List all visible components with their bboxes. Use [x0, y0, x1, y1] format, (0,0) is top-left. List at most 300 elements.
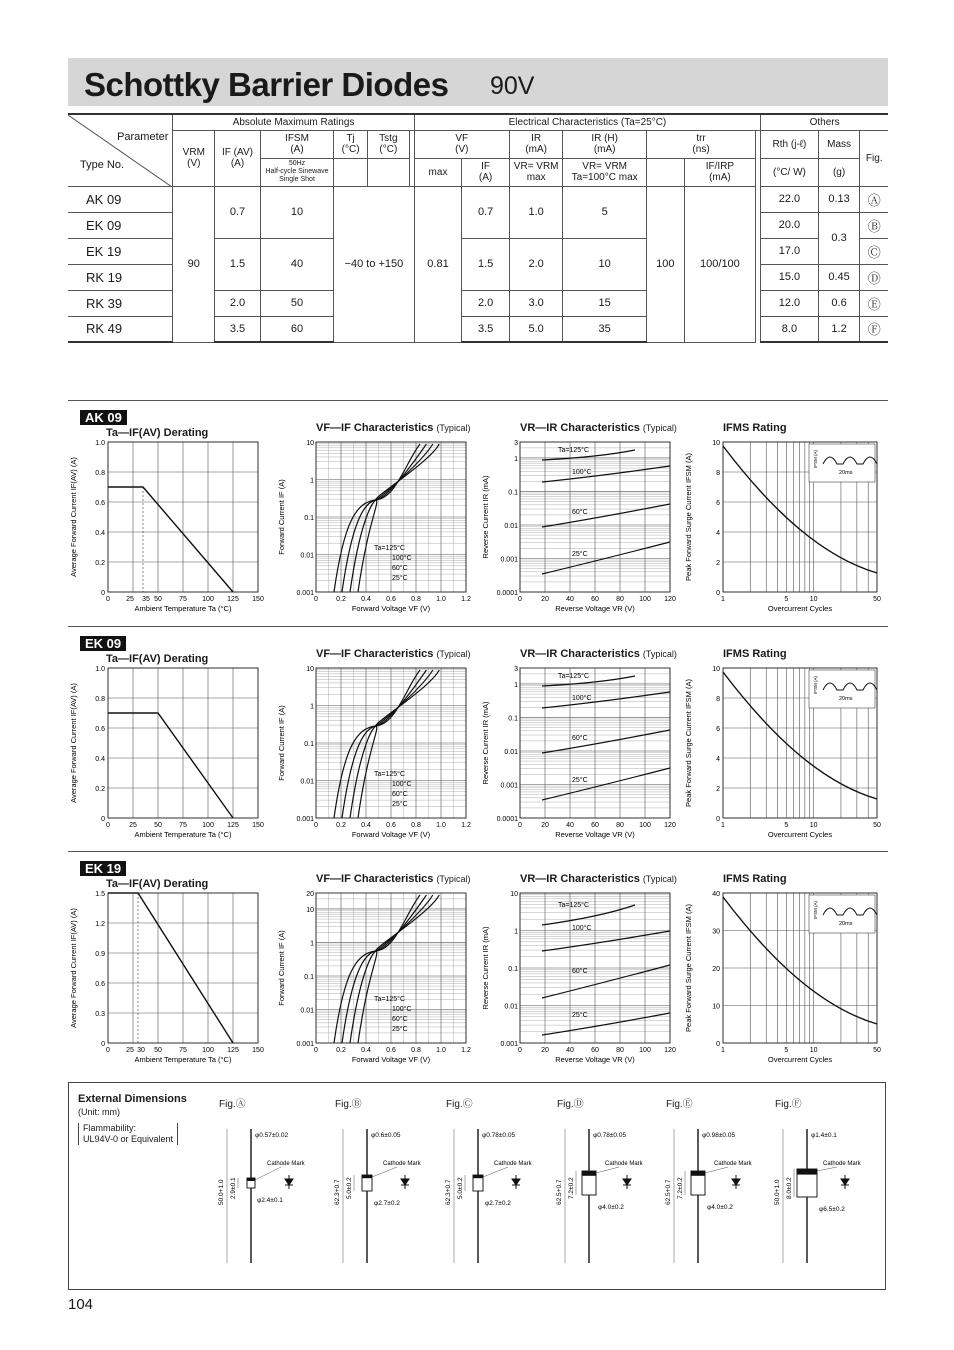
plot-area: [684, 440, 881, 613]
y-tick-label: 0: [101, 590, 105, 597]
page-subtitle-voltage: 90V: [490, 72, 535, 100]
curve-label: 25°C: [572, 777, 588, 784]
plot-area: [684, 891, 881, 1064]
x-tick-label: 40: [566, 596, 574, 603]
vrm-value: 90: [173, 186, 215, 342]
lead-diameter-label: φ0.57±0.02: [255, 1132, 289, 1139]
device-tag: EK 09: [80, 636, 126, 651]
mass-unit: (g): [818, 158, 860, 186]
diode-symbol-icon: [285, 1175, 293, 1189]
tstg-unit: (°C): [379, 144, 398, 155]
body-length-label: 5.0±0.2: [457, 1177, 464, 1199]
chart-vf: [272, 401, 478, 621]
plot-area: [277, 440, 471, 613]
x-tick-label: 120: [664, 596, 676, 603]
y-tick-label: 0.1: [508, 489, 518, 497]
y-tick-label: 30: [712, 928, 720, 936]
x-tick-label: 0: [314, 596, 318, 603]
x-tick-label: 40: [566, 822, 574, 829]
chart-title-text: IFMS Rating: [723, 422, 787, 434]
page-title: Schottky Barrier Diodes: [84, 66, 449, 103]
diode-drawing: [769, 1113, 879, 1283]
spec-table: [68, 113, 888, 343]
y-tick-label: 1: [310, 940, 314, 948]
x-tick-label: 100: [202, 822, 214, 829]
ifsm-note3: Single Shot: [279, 176, 315, 183]
x-tick-label: 0.6: [386, 822, 396, 829]
x-tick-label: 10: [809, 596, 818, 603]
x-tick-label: 10: [809, 822, 818, 829]
inset-axis-label: IFSM (A): [813, 901, 818, 919]
x-axis-label: Forward Voltage VF (V): [351, 1055, 431, 1064]
cathode-band: [691, 1171, 705, 1176]
figure-label: Fig.Ⓓ: [557, 1099, 584, 1110]
chart-typical-note: (Typical): [436, 423, 471, 433]
y-tick-label: 1.2: [95, 921, 105, 928]
x-tick-label: 60: [591, 822, 599, 829]
cathode-band: [473, 1175, 483, 1178]
ir-curve: [542, 692, 670, 708]
total-length-label: 62.3+0.7: [334, 1179, 341, 1205]
x-axis-label: Ambient Temperature Ta (°C): [134, 830, 232, 839]
inset-axis-label: IFSM (A): [813, 676, 818, 694]
x-tick-label: 60: [591, 1047, 599, 1054]
ifsm-value: 10: [260, 186, 333, 238]
y-tick-label: 1: [310, 477, 314, 485]
x-tick-label: 100: [639, 822, 651, 829]
trr-cond: IF/IRP: [705, 161, 735, 172]
x-tick-label: 5: [784, 596, 789, 603]
x-tick-label: 1.2: [461, 596, 471, 603]
y-tick-label: 0: [716, 590, 720, 597]
y-axis-label: Average Forward Current IF(AV) (A): [69, 683, 78, 803]
derating-line: [108, 893, 233, 1043]
x-tick-label: 125: [227, 822, 239, 829]
x-tick-label: 0: [106, 1047, 110, 1054]
vf-header: VF: [455, 133, 469, 144]
y-tick-label: 40: [712, 891, 720, 898]
curve-label: 100°C: [572, 925, 592, 932]
body-length-label: 7.2±0.2: [677, 1177, 684, 1199]
figure-label: Fig.Ⓑ: [335, 1099, 362, 1110]
type-cell: RK 39: [68, 290, 173, 316]
chart-ifsm: [679, 852, 885, 1072]
irh-cond: VR= VRM: [582, 161, 628, 172]
irh-value: 5: [563, 186, 646, 238]
total-length-label: 62.5+0.7: [665, 1179, 672, 1205]
ifsm-value: 40: [260, 238, 333, 290]
x-tick-label: 1: [721, 596, 725, 603]
y-tick-label: 4: [716, 756, 720, 763]
lead-diameter-label: φ0.78±0.05: [482, 1132, 516, 1139]
x-tick-label: 1.0: [436, 596, 446, 603]
x-axis-label: Ambient Temperature Ta (°C): [134, 1055, 232, 1064]
y-tick-label: 0.0001: [496, 816, 518, 823]
fig-value: Ⓔ: [860, 290, 888, 316]
y-tick-label: 0.4: [95, 530, 105, 537]
chart-typical-note: (Typical): [642, 874, 677, 884]
plot-area: [277, 666, 471, 839]
x-tick-label: 25: [126, 596, 134, 603]
y-tick-label: 0.01: [300, 552, 314, 560]
curve-label: 100°C: [392, 781, 412, 788]
vf-value: 0.81: [414, 186, 462, 342]
ifsm-value: 50: [260, 290, 333, 316]
chart-title-text: VF—IF Characteristics: [316, 422, 434, 434]
x-tick-label: 0.8: [411, 822, 421, 829]
ir-curve: [542, 965, 670, 998]
figure-label: Fig.Ⓒ: [446, 1099, 473, 1110]
x-tick-label: 80: [616, 596, 624, 603]
fig-header: Fig.: [860, 130, 888, 186]
chart-vf: [272, 627, 478, 847]
ifsm-note1: 50Hz: [288, 160, 306, 167]
x-tick-label: 75: [179, 1047, 187, 1054]
curve-label: Ta=125°C: [374, 996, 406, 1003]
x-axis-label: Reverse Voltage VR (V): [555, 830, 635, 839]
dims-unit: (Unit: mm): [78, 1107, 120, 1117]
x-tick-label: 125: [227, 596, 239, 603]
type-cell: AK 09: [68, 186, 173, 212]
inset-box: [809, 895, 875, 933]
y-tick-label: 10: [306, 440, 314, 447]
y-tick-label: 0.01: [300, 778, 314, 786]
curve-label: 25°C: [392, 801, 408, 808]
diode-symbol-icon: [401, 1175, 409, 1189]
ir-header: IR: [531, 133, 542, 144]
y-tick-label: 0.001: [296, 1041, 314, 1048]
dims-title: External Dimensions: [78, 1093, 187, 1105]
trr-cond-unit: (mA): [709, 172, 731, 183]
curve-label: 60°C: [572, 968, 588, 975]
flammability-note: [78, 1123, 178, 1145]
graph-section: [68, 851, 888, 1071]
y-tick-label: 0: [716, 816, 720, 823]
y-tick-label: 0.8: [95, 470, 105, 477]
type-cell: RK 49: [68, 316, 173, 342]
diode-symbol-icon: [623, 1175, 631, 1189]
x-tick-label: 50: [154, 1047, 162, 1054]
x-tick-label: 60: [591, 596, 599, 603]
x-tick-label: 75: [179, 596, 187, 603]
curve-label: 100°C: [572, 695, 592, 702]
diode-symbol-icon: [841, 1175, 849, 1189]
x-tick-label: 80: [616, 1047, 624, 1054]
ifav-value: 1.5: [215, 238, 261, 290]
y-tick-label: 0.6: [95, 981, 105, 988]
curve-label: 60°C: [392, 565, 408, 572]
body-diameter-label: φ4.0±0.2: [707, 1204, 733, 1211]
rth-value: 20.0: [761, 212, 818, 238]
trr-unit: (ns): [692, 144, 710, 155]
x-tick-label: 150: [252, 1047, 264, 1054]
ir-curve: [542, 504, 670, 527]
y-tick-label: 6: [716, 726, 720, 733]
ir-cond: VR= VRM: [513, 161, 559, 172]
x-tick-label: 20: [541, 596, 549, 603]
curve-label: Ta=125°C: [558, 447, 590, 454]
y-tick-label: 0.1: [304, 973, 314, 981]
body-diameter-label: φ6.5±0.2: [819, 1206, 845, 1213]
vrm-header: VRM: [182, 147, 205, 158]
ir-value: 5.0: [509, 316, 563, 342]
rth-unit: (°C/ W): [761, 158, 818, 186]
x-tick-label: 150: [252, 596, 264, 603]
ifav-unit: (A): [230, 158, 245, 169]
y-tick-label: 1.0: [95, 666, 105, 673]
y-tick-label: 0.6: [95, 500, 105, 507]
cathode-band: [247, 1178, 255, 1181]
y-tick-label: 0.001: [500, 782, 518, 790]
x-tick-label: 0: [314, 1047, 318, 1054]
external-dimensions: [68, 1082, 886, 1290]
y-tick-label: 0.01: [504, 1003, 518, 1011]
total-length-label: 50.0+1.0: [218, 1179, 225, 1205]
y-tick-label: 10: [712, 666, 720, 673]
chart-ifsm: [679, 401, 885, 621]
curve-label: 25°C: [572, 1012, 588, 1019]
x-tick-label: 0.8: [411, 596, 421, 603]
y-axis-label: Forward Current IF (A): [277, 930, 286, 1006]
if-value: 1.5: [462, 238, 510, 290]
x-tick-label: 10: [809, 1047, 818, 1054]
ir-curve: [542, 466, 670, 482]
ir-curve: [542, 768, 670, 800]
type-cell: RK 19: [68, 264, 173, 290]
if-value: 3.5: [462, 316, 510, 342]
x-tick-label: 0: [518, 596, 522, 603]
y-tick-label: 0.8: [95, 696, 105, 703]
y-axis-label: Peak Forward Surge Current IFSM (A): [684, 904, 693, 1032]
type-no-label: Type No.: [80, 159, 125, 171]
x-tick-label: 0.2: [336, 1047, 346, 1054]
y-tick-label: 0.1: [508, 715, 518, 723]
chart-derating: [64, 627, 270, 847]
x-tick-label: 0: [314, 822, 318, 829]
x-tick-label: 25: [129, 822, 137, 829]
irh-value: 15: [563, 290, 646, 316]
diode-drawing: [551, 1113, 661, 1283]
y-tick-label: 8: [716, 470, 720, 477]
y-axis-label: Reverse Current IR (mA): [481, 701, 490, 785]
x-axis-label: Reverse Voltage VR (V): [555, 604, 635, 613]
cathode-mark-label: Cathode Mark: [267, 1161, 305, 1167]
chart-typical-note: (Typical): [436, 649, 471, 659]
ifsm-note2: Half-cycle Sinewave: [265, 168, 329, 175]
y-tick-label: 0.001: [500, 1041, 518, 1048]
cathode-mark-label: Cathode Mark: [605, 1161, 643, 1167]
y-tick-label: 0: [716, 1041, 720, 1048]
inset-period-label: 20ms: [839, 470, 853, 476]
cathode-band: [582, 1171, 596, 1176]
type-cell: EK 09: [68, 212, 173, 238]
chart-typical-note: (Typical): [436, 874, 471, 884]
if-value: 0.7: [462, 186, 510, 238]
x-axis-label: Overcurrent Cycles: [767, 1055, 833, 1064]
x-axis-label: Forward Voltage VF (V): [351, 830, 431, 839]
y-tick-label: 10: [306, 666, 314, 673]
body-diameter-label: φ4.0±0.2: [598, 1204, 624, 1211]
curve-label: 25°C: [392, 575, 408, 582]
fig-value: Ⓐ: [860, 186, 888, 212]
y-tick-label: 0.1: [304, 741, 314, 748]
inset-period-label: 20ms: [839, 921, 853, 927]
x-tick-label: 25: [126, 1047, 134, 1054]
y-tick-label: 10: [712, 440, 720, 447]
x-tick-label: 0.4: [361, 1047, 371, 1054]
y-tick-label: 20: [306, 891, 314, 898]
device-tag: AK 09: [80, 410, 127, 425]
y-tick-label: 1.0: [95, 440, 105, 447]
total-length-label: 50.0+1.0: [774, 1179, 781, 1205]
group-abs: Absolute Maximum Ratings: [173, 114, 414, 130]
leader-line: [255, 1167, 281, 1180]
y-tick-label: 0.4: [95, 756, 105, 763]
trr-value: 100: [646, 186, 684, 342]
y-tick-label: 1.5: [95, 891, 105, 898]
ifsm-value: 60: [260, 316, 333, 342]
x-tick-label: 120: [664, 1047, 676, 1054]
y-tick-label: 1: [310, 703, 314, 711]
y-axis-label: Forward Current IF (A): [277, 705, 286, 781]
y-tick-label: 3: [514, 666, 518, 673]
cathode-mark-label: Cathode Mark: [494, 1161, 532, 1167]
diode-drawing: [329, 1113, 439, 1283]
y-tick-label: 2: [716, 560, 720, 567]
title-bar: [68, 58, 888, 106]
diagonal-line: [68, 115, 172, 187]
body-length-label: 2.9±0.1: [230, 1177, 237, 1199]
x-tick-label: 1.2: [461, 822, 471, 829]
inset-box: [809, 670, 875, 708]
chart-derating: [64, 401, 270, 621]
y-tick-label: 0.6: [95, 726, 105, 733]
curve-label: Ta=125°C: [374, 545, 406, 552]
x-tick-label: 0.8: [411, 1047, 421, 1054]
x-tick-label: 5: [784, 1047, 789, 1054]
fig-value: Ⓓ: [860, 264, 888, 290]
inset-period-label: 20ms: [839, 696, 853, 702]
chart-title-text: VR—IR Characteristics: [520, 422, 640, 434]
if-value: 2.0: [462, 290, 510, 316]
chart-title-text: Ta—IF(AV) Derating: [106, 653, 209, 665]
curve-label: 100°C: [392, 1006, 412, 1013]
y-axis-label: Peak Forward Surge Current IFSM (A): [684, 679, 693, 807]
y-tick-label: 0.2: [95, 786, 105, 793]
table-row: [68, 186, 888, 212]
vf-unit: (V): [455, 144, 469, 155]
x-axis-label: Overcurrent Cycles: [767, 830, 833, 839]
derating-line: [108, 713, 233, 818]
trr-cond-value: 100/100: [684, 186, 756, 342]
leader-line: [372, 1167, 397, 1177]
rth-value: 8.0: [761, 316, 818, 342]
y-tick-label: 0.0001: [496, 590, 518, 597]
ir-max: max: [526, 172, 546, 183]
trr-header: trr: [696, 133, 706, 144]
ir-curve: [542, 730, 670, 753]
chart-vr: [476, 627, 682, 847]
chart-vr: [476, 401, 682, 621]
plot-area: [69, 891, 264, 1064]
plot-area: [481, 891, 676, 1064]
curve-label: 60°C: [572, 509, 588, 516]
chart-title-text: IFMS Rating: [723, 648, 787, 660]
x-axis-label: Ambient Temperature Ta (°C): [134, 604, 232, 613]
lead-diameter-label: φ0.98±0.05: [702, 1132, 736, 1139]
body-diameter-label: φ2.4±0.1: [257, 1197, 283, 1204]
ir-value: 2.0: [509, 238, 563, 290]
inset-box: [809, 444, 875, 482]
body-diameter-label: φ2.7±0.2: [485, 1200, 511, 1207]
x-tick-label: 125: [227, 1047, 239, 1054]
cathode-mark-label: Cathode Mark: [823, 1161, 861, 1167]
irh-header: IR (H): [591, 133, 618, 144]
x-tick-label: 50: [154, 596, 162, 603]
tj-header: Tj: [346, 133, 355, 144]
ifsm-unit: (A): [290, 144, 304, 155]
x-tick-label: 0.6: [386, 1047, 396, 1054]
chart-title-text: IFMS Rating: [723, 873, 787, 885]
fig-value: Ⓕ: [860, 316, 888, 342]
y-tick-label: 3: [514, 440, 518, 447]
lead-diameter-label: φ0.6±0.05: [371, 1132, 401, 1139]
parameter-label: Parameter: [117, 131, 169, 143]
lead-diameter-label: φ1.4±0.1: [811, 1132, 837, 1139]
mass-header: Mass: [818, 130, 860, 158]
irh-value: 35: [563, 316, 646, 342]
y-tick-label: 0: [101, 816, 105, 823]
chart-title-text: VF—IF Characteristics: [316, 873, 434, 885]
diode-drawing: [440, 1113, 550, 1283]
x-axis-label: Overcurrent Cycles: [767, 604, 833, 613]
y-tick-label: 0.01: [504, 748, 518, 756]
ifav-header: IF (AV): [222, 147, 253, 158]
y-tick-label: 8: [716, 696, 720, 703]
x-tick-label: 100: [202, 596, 214, 603]
curve-label: 60°C: [392, 791, 408, 798]
y-tick-label: 0.01: [504, 522, 518, 530]
x-tick-label: 30: [137, 1047, 145, 1054]
device-tag: EK 19: [80, 861, 126, 876]
plot-area: [69, 666, 264, 839]
cathode-mark-label: Cathode Mark: [383, 1161, 421, 1167]
y-tick-label: 10: [306, 906, 314, 914]
flammability-label: Flammability:: [83, 1123, 137, 1133]
total-length-label: 62.3+0.7: [445, 1179, 452, 1205]
x-tick-label: 50: [873, 1047, 881, 1054]
ifav-value: 2.0: [215, 290, 261, 316]
tj-tstg-value: −40 to +150: [334, 186, 415, 342]
curve-label: Ta=125°C: [558, 673, 590, 680]
chart-typical-note: (Typical): [642, 423, 677, 433]
mass-value: 0.6: [818, 290, 860, 316]
tstg-header: Tstg: [379, 133, 398, 144]
mass-value: 0.3: [818, 212, 860, 264]
y-axis-label: Reverse Current IR (mA): [481, 475, 490, 559]
diode-drawing: [660, 1113, 770, 1283]
flammability-value: UL94V-0 or Equivalent: [83, 1134, 174, 1144]
y-tick-label: 0.2: [95, 560, 105, 567]
group-others: Others: [761, 114, 888, 130]
y-axis-label: Reverse Current IR (mA): [481, 926, 490, 1010]
y-tick-label: 0.1: [508, 966, 518, 973]
body-length-label: 7.2±0.2: [568, 1177, 575, 1199]
x-tick-label: 80: [616, 822, 624, 829]
x-tick-label: 0: [518, 1047, 522, 1054]
irh-value: 10: [563, 238, 646, 290]
x-tick-label: 0.4: [361, 596, 371, 603]
